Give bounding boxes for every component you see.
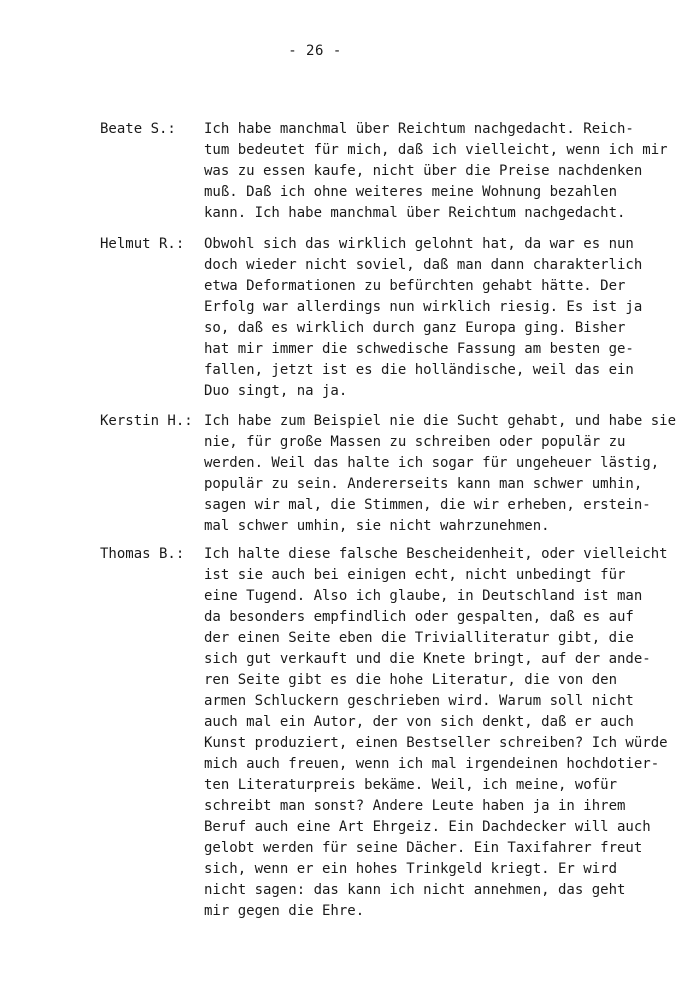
speaker-name: Kerstin H.:	[100, 413, 193, 429]
text-line: doch wieder nicht soviel, daß man dann charakterlich	[204, 257, 643, 273]
text-line: nicht sagen: das kann ich nicht annehmen, das geht	[204, 882, 626, 898]
text-line: Ich halte diese falsche Bescheidenheit, oder vielleicht	[204, 546, 668, 562]
text-line: was zu essen kaufe, nicht über die Preise nachdenken	[204, 163, 643, 179]
text-line: ten Literaturpreis bekäme. Weil, ich meine, wofür	[204, 777, 618, 793]
text-line: mir gegen die Ehre.	[204, 903, 365, 919]
entry-text	[204, 119, 668, 224]
text-line: fallen, jetzt ist es die holländische, weil das ein	[204, 362, 634, 378]
text-line: so, daß es wirklich durch ganz Europa ging. Bisher	[204, 320, 626, 336]
text-line: armen Schluckern geschrieben wird. Warum soll nicht	[204, 693, 634, 709]
text-line: Erfolg war allerdings nun wirklich riesig. Es ist ja	[204, 299, 643, 315]
text-line: der einen Seite eben die Trivialliteratur gibt, die	[204, 630, 634, 646]
text-line: Ich habe zum Beispiel nie die Sucht gehabt, und habe sie	[204, 413, 677, 429]
text-line: ren Seite gibt es die hohe Literatur, die von den	[204, 672, 618, 688]
text-line: Beruf auch eine Art Ehrgeiz. Ein Dachdecker will auch	[204, 819, 651, 835]
speaker-name: Beate S.:	[100, 121, 176, 137]
text-line: eine Tugend. Also ich glaube, in Deutschland ist man	[204, 588, 643, 604]
text-line: mich auch freuen, wenn ich mal irgendeinen hochdotier-	[204, 756, 660, 772]
speaker-name: Thomas B.:	[100, 546, 185, 562]
text-line: werden. Weil das halte ich sogar für ungeheuer lästig,	[204, 455, 660, 471]
page-number: - 26 -	[288, 43, 342, 59]
entry-text	[204, 544, 668, 922]
text-line: nie, für große Massen zu schreiben oder populär zu	[204, 434, 626, 450]
text-line: Obwohl sich das wirklich gelohnt hat, da war es nun	[204, 236, 634, 252]
text-line: tum bedeutet für mich, daß ich vielleicht, wenn ich mir	[204, 142, 668, 158]
text-line: kann. Ich habe manchmal über Reichtum nachgedacht.	[204, 205, 626, 221]
text-line: mal schwer umhin, sie nicht wahrzunehmen.	[204, 518, 550, 534]
text-line: Kunst produziert, einen Bestseller schreiben? Ich würde	[204, 735, 668, 751]
text-line: muß. Daß ich ohne weiteres meine Wohnung bezahlen	[204, 184, 618, 200]
entry-text	[204, 234, 642, 402]
text-line: sagen wir mal, die Stimmen, die wir erheben, erstein-	[204, 497, 651, 513]
text-line: da besonders empfindlich oder gespalten, daß es auf	[204, 609, 634, 625]
entry-text	[204, 411, 676, 537]
text-line: populär zu sein. Andererseits kann man schwer umhin,	[204, 476, 643, 492]
text-line: ist sie auch bei einigen echt, nicht unbedingt für	[204, 567, 626, 583]
text-line: hat mir immer die schwedische Fassung am besten ge-	[204, 341, 634, 357]
text-line: etwa Deformationen zu befürchten gehabt hätte. Der	[204, 278, 626, 294]
text-line: auch mal ein Autor, der von sich denkt, daß er auch	[204, 714, 634, 730]
speaker-name: Helmut R.:	[100, 236, 185, 252]
text-line: Ich habe manchmal über Reichtum nachgedacht. Reich-	[204, 121, 634, 137]
text-line: Duo singt, na ja.	[204, 383, 348, 399]
text-line: sich, wenn er ein hohes Trinkgeld kriegt. Er wird	[204, 861, 618, 877]
text-line: sich gut verkauft und die Knete bringt, auf der ande-	[204, 651, 651, 667]
text-line: schreibt man sonst? Andere Leute haben ja in ihrem	[204, 798, 626, 814]
text-line: gelobt werden für seine Dächer. Ein Taxifahrer freut	[204, 840, 643, 856]
